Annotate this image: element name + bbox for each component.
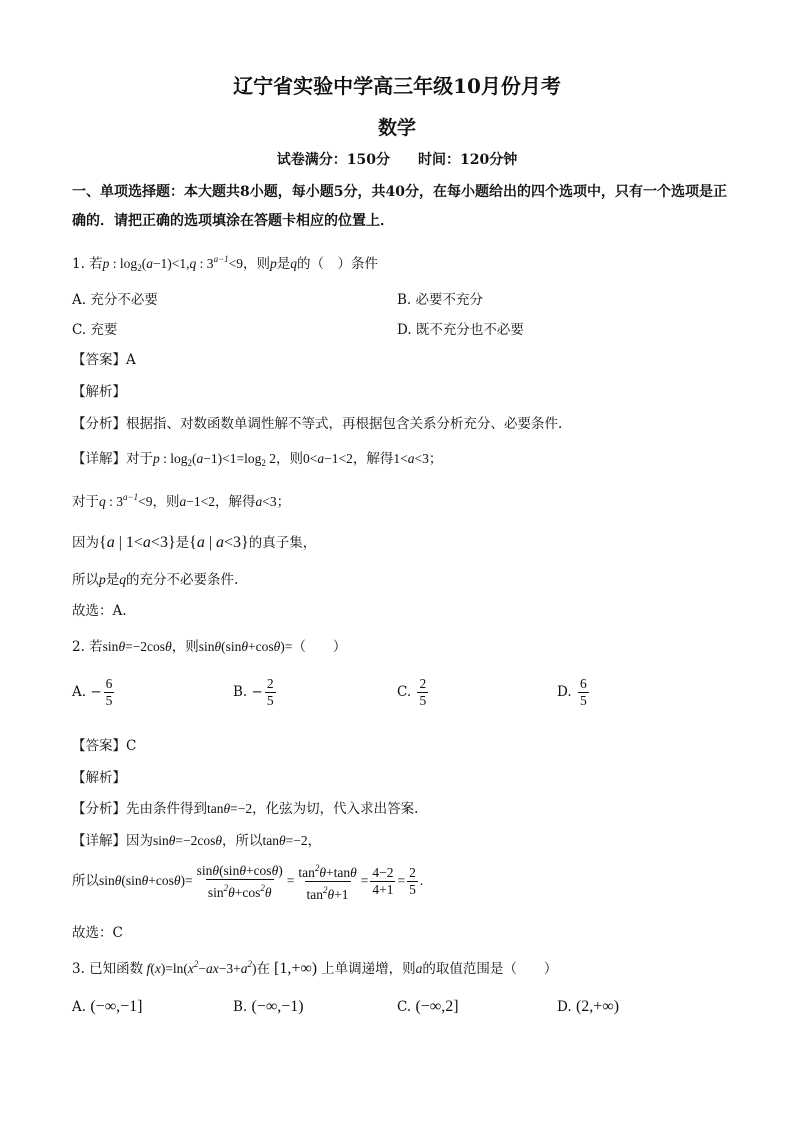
q3-option-d: D. (2,+∞) <box>557 998 620 1015</box>
q1-choice: 故选：A. <box>72 603 127 619</box>
q2-detail-line-1: 【详解】因为sinθ=−2cosθ，所以tanθ=−2， <box>72 833 322 849</box>
q1-answer: 【答案】A <box>72 352 136 368</box>
q1-detail-line-3: 因为{a | 1<a<3}是{a | a<3}的真子集， <box>72 534 317 551</box>
q2-option-c: C. $\frac{2}{5}$ <box>397 676 427 708</box>
q1-analysis-label: 【解析】 <box>72 384 126 400</box>
q2-analysis: 【分析】先由条件得到tanθ=−2，化弦为切，代入求出答案. <box>72 801 419 817</box>
page-title: 辽宁省实验中学高三年级10月份月考 <box>233 74 561 98</box>
q2-answer: 【答案】C <box>72 738 137 754</box>
question-3-stem: 3. 已知函数 $f(x)=\ln(x^2-ax-3+a^2)$在 [1,+∞) 上单调递增，则a的取值范围是（ ） <box>72 959 558 977</box>
q1-detail-line-1: 【详解】对于p : $\log_2(a-1)<1=\log_2$ 2，则0<a−1<2，解得1<a<3； <box>72 451 443 468</box>
q1-option-a: A. 充分不必要 <box>72 292 158 308</box>
q1-detail-line-4: 所以p是q的充分不必要条件. <box>72 572 239 588</box>
q3-option-b: B. (−∞,−1) <box>233 998 304 1015</box>
q1-detail-line-2: 对于q : $3^{a-1}<9$，则a−1<2，解得a<3； <box>72 492 291 510</box>
question-1-stem: 1. 若p : $\log_2(a-1)<1,q$ : $3^{a-1}<9$，则p是q的（ ）条件 <box>72 254 379 273</box>
q1-option-d: D. 既不充分也不必要 <box>397 322 524 338</box>
q1-option-b: B. 必要不充分 <box>397 292 484 308</box>
subject-title: 数学 <box>377 117 416 139</box>
q3-option-a: A. (−∞,−1] <box>72 998 143 1015</box>
q2-analysis-label: 【解析】 <box>72 770 126 786</box>
q2-option-d: D. $\frac{6}{5}$ <box>557 676 587 708</box>
q1-formula: p : $\log_2(a-1)<1,q$ : $3^{a-1}<9$ <box>102 254 244 273</box>
q1-option-c: C. 充要 <box>72 322 118 338</box>
q2-option-a: A. − $\frac{6}{5}$ <box>72 676 113 708</box>
q2-choice: 故选：C <box>72 925 123 941</box>
q3-option-c: C. (−∞,2] <box>397 998 459 1015</box>
q1-analysis: 【分析】根据指、对数函数单调性解不等式，再根据包含关系分析充分、必要条件. <box>72 416 563 432</box>
q2-option-b: B. − $\frac{2}{5}$ <box>233 676 274 708</box>
exam-info: 试卷满分：150分 时间：120分钟 <box>276 152 518 168</box>
section-heading: 一、单项选择题：本大题共8小题，每小题5分，共40分，在每小题给出的四个选项中，只有一个选项是正确的．请把正确的选项填涂在答题卡相应的位置上． <box>72 184 727 229</box>
q1-num: 1. 若 <box>72 256 103 272</box>
question-2-stem: 2. 若sinθ=−2cosθ，则sinθ(sinθ+cosθ)=（ ） <box>72 639 347 655</box>
q2-detail-line-2: 所以sinθ(sinθ+cosθ)= $\frac{\sin\theta(\sin\theta+\cos\theta)}{\sin^2\theta+\cos^2\theta}$ = $\frac{\tan^2\theta+\tan\theta}{\tan^2\theta+1}$ = $\frac{4-2}{4+1}$ = $\frac{2}{5}$ . <box>72 862 424 902</box>
